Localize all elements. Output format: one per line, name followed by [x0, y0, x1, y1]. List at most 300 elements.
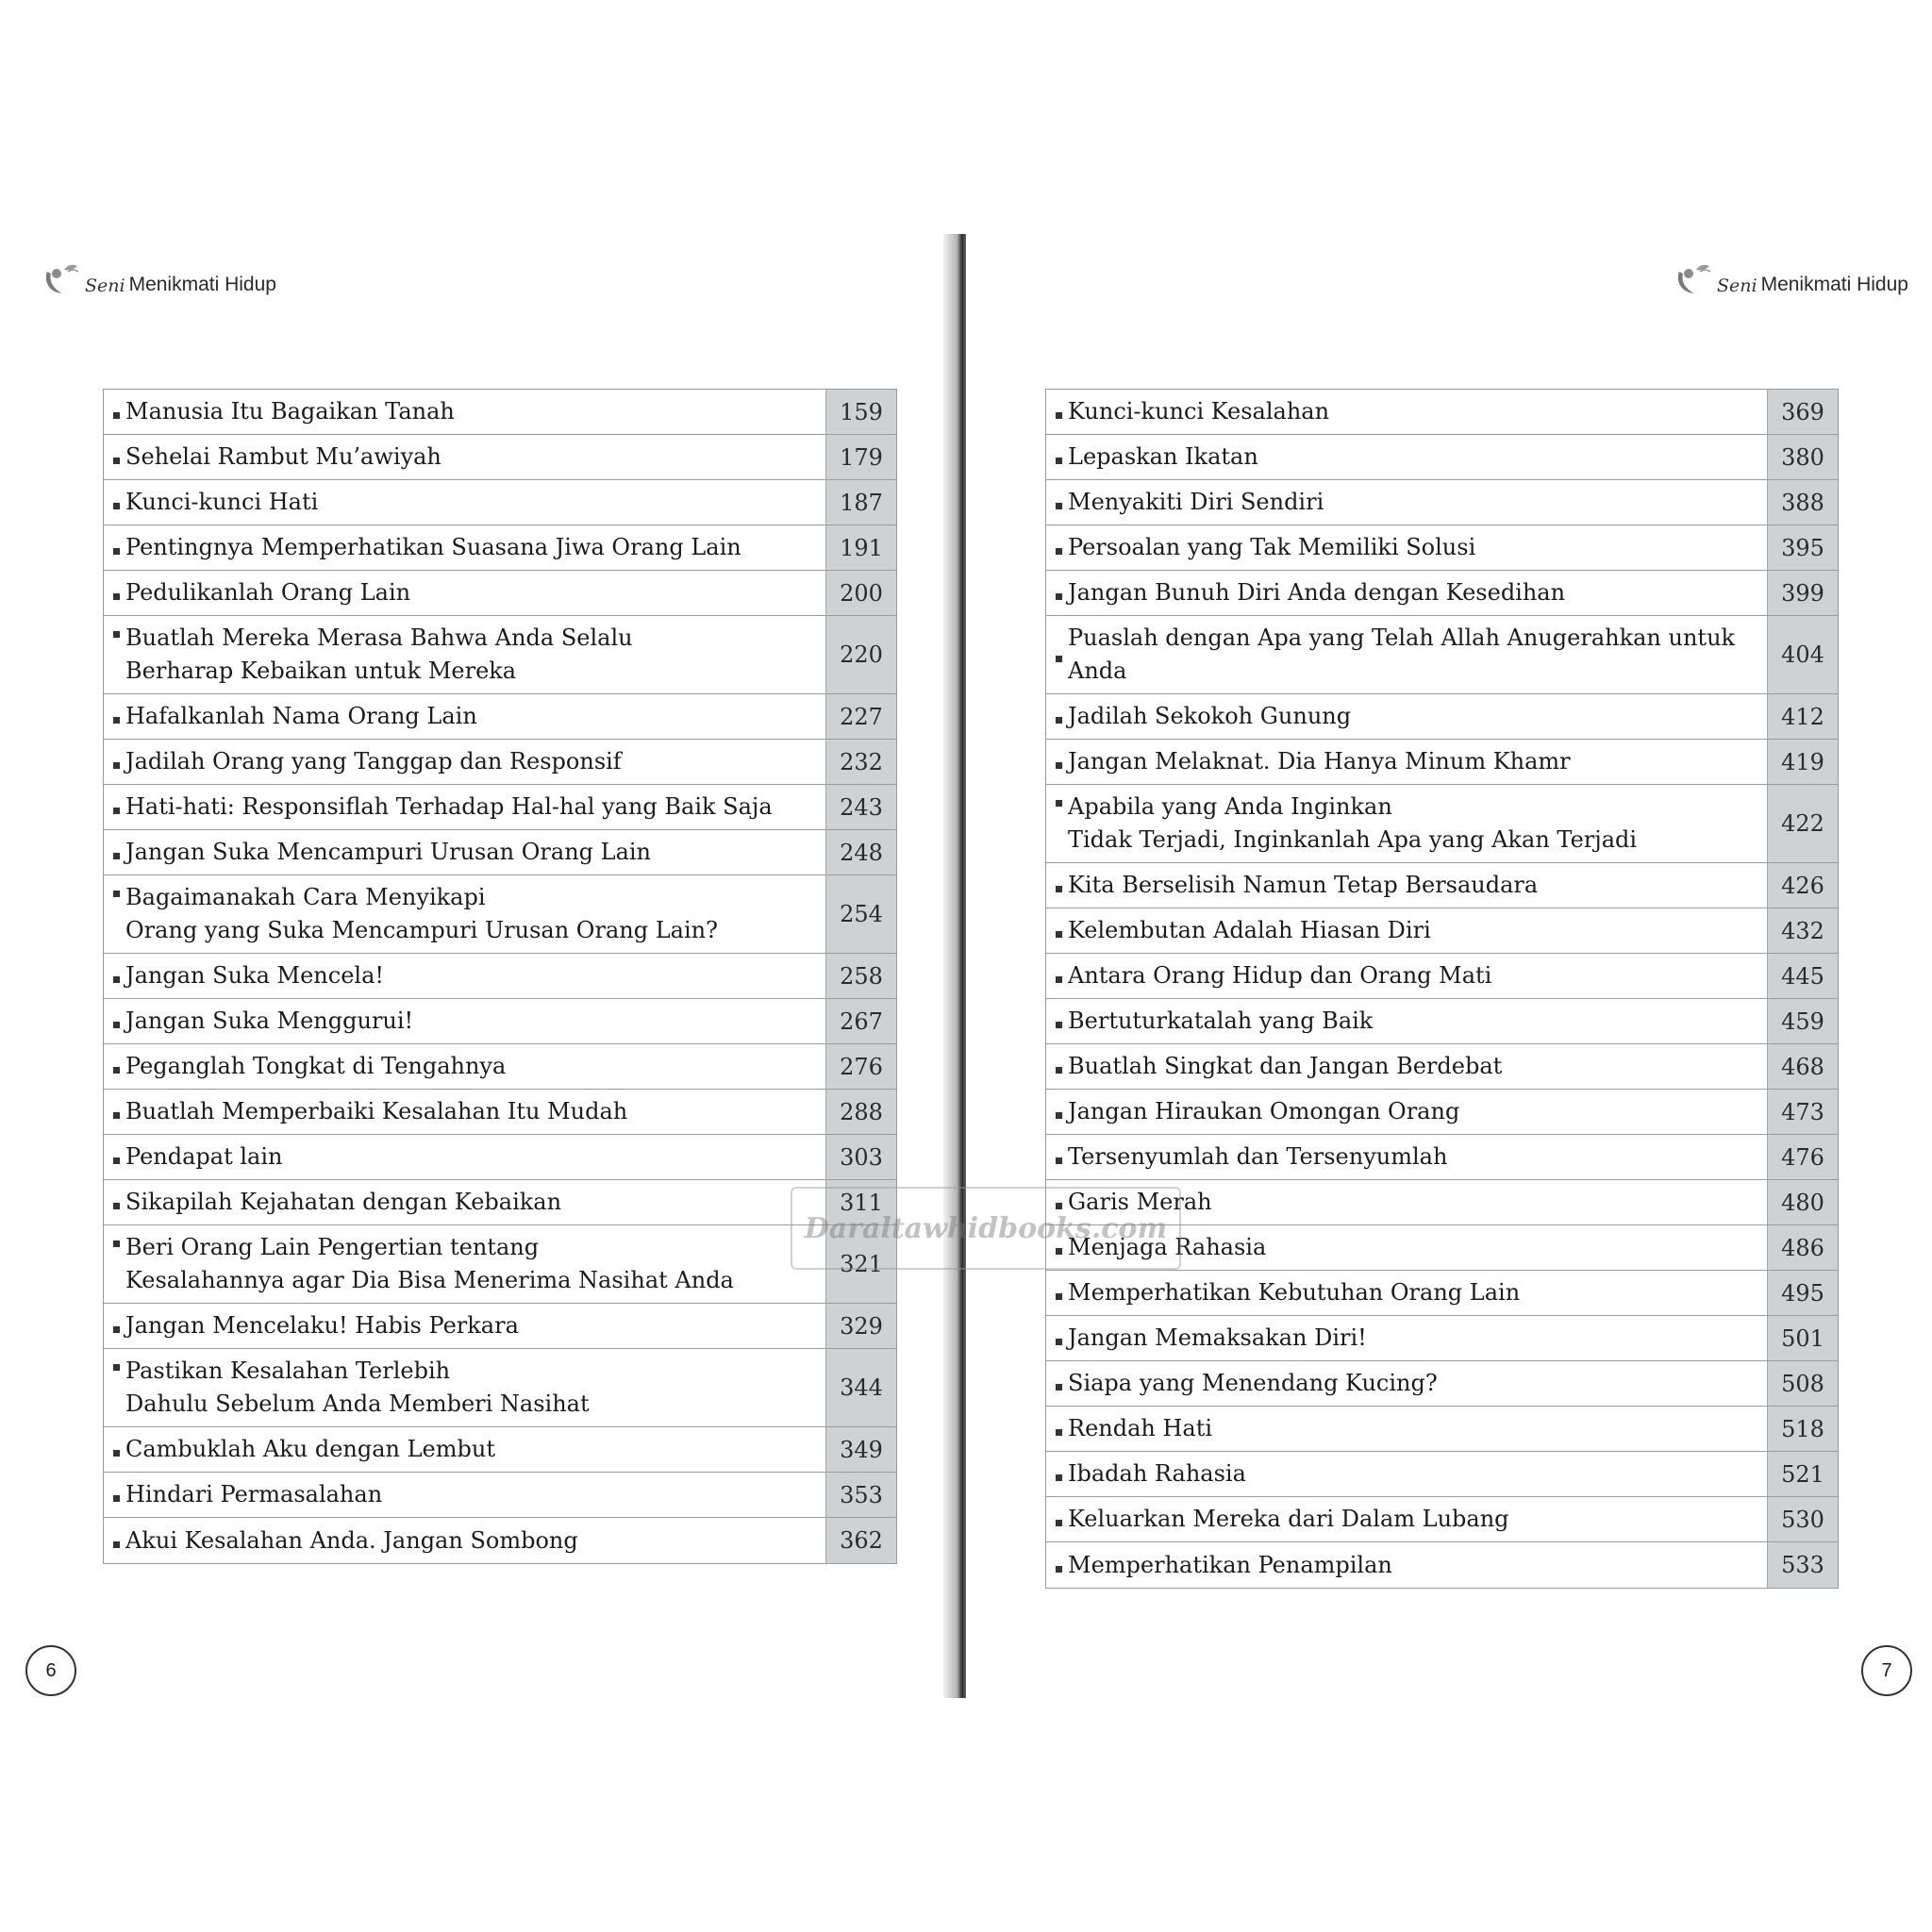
toc-title-text [125, 1050, 506, 1083]
toc-entry-title [1046, 1044, 1767, 1089]
toc-title-text [1068, 791, 1637, 857]
toc-title-line: Kunci-kunci Hati [125, 489, 319, 515]
toc-page-number: 248 [825, 830, 896, 874]
toc-page-number: 445 [1767, 954, 1838, 998]
toc-page-number: 468 [1767, 1044, 1838, 1089]
toc-row [104, 435, 896, 480]
left-page [0, 234, 949, 1698]
toc-title-line: Jadilah Sekokoh Gunung [1068, 703, 1352, 729]
toc-entry-title [104, 571, 825, 615]
toc-page-number: 419 [1767, 740, 1838, 784]
bullet-icon [1056, 593, 1062, 600]
toc-entry-title [104, 525, 825, 570]
toc-title-text [1068, 1549, 1392, 1582]
bullet-icon [1056, 656, 1062, 662]
toc-title-text [125, 1141, 282, 1174]
toc-title-line: Jangan Melaknat. Dia Hanya Minum Khamr [1068, 748, 1571, 774]
toc-table-left [103, 389, 897, 1564]
toc-title-text [125, 441, 441, 474]
toc-title-line: Orang yang Suka Mencampuri Urusan Orang Lain? [125, 917, 718, 943]
toc-title-line: Pedulikanlah Orang Lain [125, 579, 411, 606]
toc-title-line: Persoalan yang Tak Memiliki Solusi [1068, 534, 1476, 560]
bullet-icon [1056, 1067, 1062, 1074]
toc-title-text [125, 1309, 519, 1342]
toc-entry-title [104, 785, 825, 829]
toc-entry-title [104, 1225, 825, 1303]
leaf-logo-icon [42, 262, 79, 296]
bullet-icon [1056, 976, 1062, 983]
toc-row [1046, 954, 1838, 999]
toc-title-line: Memperhatikan Kebutuhan Orang Lain [1068, 1279, 1521, 1306]
toc-title-text [1068, 700, 1351, 733]
toc-row [1046, 694, 1838, 740]
toc-title-text [1068, 1276, 1520, 1309]
toc-title-text [125, 622, 633, 688]
toc-row [104, 694, 896, 740]
toc-entry-title [1046, 1361, 1767, 1406]
toc-title-line: Kita Berselisih Namun Tetap Bersaudara [1068, 872, 1539, 898]
toc-title-line: Bagaimanakah Cara Menyikapi [125, 884, 486, 910]
toc-page-number: 344 [825, 1349, 896, 1426]
toc-row [104, 1427, 896, 1473]
bullet-icon [113, 717, 120, 724]
toc-title-line: Cambuklah Aku dengan Lembut [125, 1436, 495, 1462]
right-page [966, 234, 1932, 1698]
book-spread [0, 234, 1932, 1698]
toc-title-text [1068, 959, 1491, 992]
toc-title-text [125, 791, 773, 824]
bullet-icon [113, 1112, 120, 1119]
bullet-icon [1056, 1566, 1062, 1573]
toc-title-text [1068, 441, 1258, 474]
toc-entry-title [1046, 908, 1767, 953]
bullet-icon [113, 976, 120, 983]
toc-entry-title [1046, 616, 1767, 693]
toc-title-line: Tidak Terjadi, Inginkanlah Apa yang Akan Terjadi [1068, 826, 1638, 853]
toc-title-line: Garis Merah [1068, 1189, 1212, 1215]
bullet-icon [1056, 1339, 1062, 1345]
toc-page-number: 395 [1767, 525, 1838, 570]
toc-row [1046, 435, 1838, 480]
toc-row [1046, 480, 1838, 525]
toc-row [104, 1044, 896, 1090]
toc-page-number: 179 [825, 435, 896, 479]
toc-title-line: Pentingnya Memperhatikan Suasana Jiwa Orang Lain [125, 534, 741, 560]
bullet-icon [113, 1495, 120, 1502]
bullet-icon [1056, 717, 1062, 724]
toc-title-text [1068, 622, 1759, 688]
toc-entry-title [104, 1518, 825, 1563]
bullet-icon [1056, 1203, 1062, 1209]
toc-entry-title [1046, 1452, 1767, 1496]
toc-row [1046, 1271, 1838, 1316]
toc-title-line: Jangan Mencelaku! Habis Perkara [125, 1312, 519, 1339]
toc-entry-title [104, 480, 825, 525]
toc-row [1046, 1316, 1838, 1361]
toc-page-number: 412 [1767, 694, 1838, 739]
toc-title-text [1068, 1186, 1212, 1219]
toc-title-text [125, 881, 718, 947]
bullet-icon [1056, 412, 1062, 419]
toc-row [104, 740, 896, 785]
toc-title-text [125, 700, 477, 733]
toc-row [104, 954, 896, 999]
brand-title: Menikmati Hidup [128, 274, 276, 295]
brand-seni: Seni [1717, 275, 1757, 296]
toc-page-number: 191 [825, 525, 896, 570]
toc-entry-title [1046, 785, 1767, 862]
bullet-icon [113, 808, 120, 814]
toc-title-text [125, 1095, 627, 1128]
toc-entry-title [1046, 1542, 1767, 1588]
toc-title-line: Dahulu Sebelum Anda Memberi Nasihat [125, 1391, 590, 1417]
toc-title-line: Memperhatikan Penampilan [1068, 1551, 1392, 1578]
toc-title-text [1068, 1231, 1266, 1264]
toc-entry-title [104, 616, 825, 693]
toc-title-text [125, 745, 622, 778]
toc-title-text [125, 1524, 578, 1557]
toc-page-number: 518 [1767, 1407, 1838, 1451]
bullet-icon [1056, 1293, 1062, 1300]
toc-entry-title [104, 954, 825, 998]
toc-page-number: 432 [1767, 908, 1838, 953]
toc-page-number: 521 [1767, 1452, 1838, 1496]
toc-page-number: 267 [825, 999, 896, 1043]
toc-entry-title [104, 999, 825, 1043]
toc-entry-title [1046, 1497, 1767, 1541]
toc-entry-title [104, 1304, 825, 1348]
brand-title: Menikmati Hidup [1760, 274, 1908, 295]
toc-title-text [1068, 1141, 1447, 1174]
toc-page-number: 159 [825, 390, 896, 434]
toc-title-line: Jadilah Orang yang Tanggap dan Responsif [125, 748, 622, 774]
toc-page-number: 399 [1767, 571, 1838, 615]
bullet-icon [113, 631, 120, 638]
toc-title-text [1068, 486, 1324, 519]
toc-entry-title [104, 740, 825, 784]
toc-title-text [125, 1433, 495, 1466]
bullet-icon [1056, 886, 1062, 892]
toc-row [1046, 1407, 1838, 1452]
toc-row [1046, 616, 1838, 694]
toc-title-text [1068, 869, 1538, 902]
toc-row [104, 390, 896, 435]
toc-page-number: 276 [825, 1044, 896, 1089]
toc-title-line: Buatlah Singkat dan Jangan Berdebat [1068, 1053, 1503, 1079]
toc-title-line: Pastikan Kesalahan Terlebih [125, 1357, 451, 1384]
toc-title-line: Buatlah Memperbaiki Kesalahan Itu Mudah [125, 1098, 628, 1124]
bullet-icon [113, 1364, 120, 1371]
toc-title-text [1068, 576, 1565, 609]
toc-page-number: 321 [825, 1225, 896, 1303]
toc-row [1046, 785, 1838, 863]
toc-title-text [1068, 395, 1329, 428]
bullet-icon [1056, 1112, 1062, 1119]
toc-title-line: Beri Orang Lain Pengertian tentang [125, 1234, 540, 1260]
toc-page-number: 311 [825, 1180, 896, 1224]
page-number-right: 7 [1861, 1645, 1912, 1696]
bullet-icon [113, 1326, 120, 1333]
toc-title-text [1068, 1050, 1502, 1083]
toc-entry-title [1046, 435, 1767, 479]
toc-page-number: 243 [825, 785, 896, 829]
toc-entry-title [1046, 1090, 1767, 1134]
toc-title-line: Pendapat lain [125, 1143, 283, 1170]
toc-title-line: Keluarkan Mereka dari Dalam Lubang [1068, 1506, 1509, 1532]
toc-title-text [125, 1005, 413, 1038]
toc-page-number: 380 [1767, 435, 1838, 479]
toc-row [1046, 999, 1838, 1044]
toc-row [104, 1135, 896, 1180]
bullet-icon [113, 412, 120, 419]
watermark: Daraltawhidbooks.com [791, 1187, 1181, 1270]
bullet-icon [1056, 1474, 1062, 1481]
toc-entry-title [1046, 525, 1767, 570]
toc-entry-title [1046, 694, 1767, 739]
toc-entry-title [1046, 480, 1767, 525]
toc-entry-title [1046, 1135, 1767, 1179]
toc-title-line: Jangan Hiraukan Omongan Orang [1068, 1098, 1460, 1124]
toc-title-text [1068, 531, 1475, 564]
toc-title-line: Menjaga Rahasia [1068, 1234, 1267, 1260]
toc-title-text [125, 486, 318, 519]
toc-title-line: Akui Kesalahan Anda. Jangan Sombong [125, 1526, 578, 1554]
toc-row [1046, 571, 1838, 616]
toc-title-line: Tersenyumlah dan Tersenyumlah [1068, 1143, 1448, 1170]
toc-title-line: Siapa yang Menendang Kucing? [1068, 1370, 1438, 1396]
toc-entry-title [1046, 1407, 1767, 1451]
toc-row [1046, 1452, 1838, 1497]
toc-title-line: Antara Orang Hidup dan Orang Mati [1068, 962, 1492, 989]
toc-row [104, 1180, 896, 1225]
toc-title-text [125, 576, 410, 609]
toc-entry-title [104, 1180, 825, 1224]
toc-title-line: Manusia Itu Bagaikan Tanah [125, 398, 455, 425]
toc-row [1046, 1542, 1838, 1588]
bullet-icon [1056, 1158, 1062, 1164]
bullet-icon [1056, 931, 1062, 938]
toc-entry-title [104, 1473, 825, 1517]
toc-page-number: 533 [1767, 1542, 1838, 1588]
toc-title-text [125, 1355, 590, 1421]
toc-page-number: 232 [825, 740, 896, 784]
page-number-left: 6 [25, 1645, 76, 1696]
toc-page-number: 187 [825, 480, 896, 525]
bullet-icon [1056, 1429, 1062, 1436]
bullet-icon [113, 1067, 120, 1074]
toc-page-number: 495 [1767, 1271, 1838, 1315]
toc-entry-title [1046, 1316, 1767, 1360]
bullet-icon [113, 593, 120, 600]
toc-row [104, 1225, 896, 1304]
bullet-icon [113, 548, 120, 555]
toc-page-number: 353 [825, 1473, 896, 1517]
toc-row [1046, 1180, 1838, 1225]
toc-page-number: 329 [825, 1304, 896, 1348]
toc-title-text [1068, 1503, 1509, 1536]
bullet-icon [113, 1450, 120, 1457]
toc-title-line: Jangan Bunuh Diri Anda dengan Kesedihan [1068, 579, 1566, 606]
toc-title-text [1068, 914, 1431, 947]
toc-title-line: Menyakiti Diri Sendiri [1068, 489, 1324, 515]
toc-row [104, 999, 896, 1044]
toc-title-line: Jangan Suka Menggurui! [125, 1008, 414, 1034]
toc-page-number: 258 [825, 954, 896, 998]
toc-page-number: 227 [825, 694, 896, 739]
toc-title-line: Apabila yang Anda Inginkan [1068, 793, 1392, 820]
toc-page-number: 254 [825, 875, 896, 953]
toc-entry-title [104, 1427, 825, 1472]
toc-entry-title [1046, 740, 1767, 784]
toc-page-number: 200 [825, 571, 896, 615]
toc-entry-title [1046, 571, 1767, 615]
toc-page-number: 426 [1767, 863, 1838, 908]
toc-entry-title [1046, 1225, 1767, 1270]
toc-entry-title [104, 1349, 825, 1426]
bullet-icon [1056, 1520, 1062, 1526]
toc-page-number: 303 [825, 1135, 896, 1179]
toc-entry-title [1046, 954, 1767, 998]
toc-row [1046, 1497, 1838, 1542]
toc-entry-title [104, 694, 825, 739]
toc-title-text [125, 959, 384, 992]
toc-page-number: 388 [1767, 480, 1838, 525]
toc-page-number: 476 [1767, 1135, 1838, 1179]
running-header [42, 262, 276, 296]
toc-table-right [1045, 389, 1839, 1589]
toc-row [1046, 863, 1838, 908]
toc-title-line: Jangan Suka Mencampuri Urusan Orang Lain [125, 839, 652, 865]
toc-entry-title [1046, 1180, 1767, 1224]
toc-title-text [1068, 745, 1571, 778]
bullet-icon [113, 1203, 120, 1209]
toc-row [104, 1304, 896, 1349]
toc-row [104, 1473, 896, 1518]
bullet-icon [113, 1541, 120, 1548]
toc-row [104, 875, 896, 954]
bullet-icon [1056, 548, 1062, 555]
bullet-icon [113, 503, 120, 509]
leaf-logo-icon [1674, 262, 1711, 296]
toc-title-line: Kelembutan Adalah Hiasan Diri [1068, 917, 1431, 943]
toc-page-number: 404 [1767, 616, 1838, 693]
toc-page-number: 369 [1767, 390, 1838, 434]
bullet-icon [113, 1241, 120, 1247]
toc-entry-title [1046, 1271, 1767, 1315]
toc-page-number: 473 [1767, 1090, 1838, 1134]
toc-title-text [125, 531, 741, 564]
bullet-icon [113, 1022, 120, 1028]
toc-title-text [125, 1186, 561, 1219]
toc-title-line: Jangan Suka Mencela! [125, 962, 385, 989]
toc-title-line: Bertuturkatalah yang Baik [1068, 1008, 1374, 1034]
toc-row [104, 1090, 896, 1135]
toc-title-text [1068, 1322, 1367, 1355]
toc-page-number: 480 [1767, 1180, 1838, 1224]
toc-row [1046, 740, 1838, 785]
toc-page-number: 362 [825, 1518, 896, 1563]
toc-page-number: 530 [1767, 1497, 1838, 1541]
brand-seni: Seni [85, 275, 125, 296]
toc-page-number: 508 [1767, 1361, 1838, 1406]
toc-page-number: 349 [825, 1427, 896, 1472]
toc-row [104, 785, 896, 830]
toc-title-text [125, 395, 455, 428]
toc-row [1046, 1044, 1838, 1090]
toc-title-text [1068, 1005, 1373, 1038]
toc-title-line: Berharap Kebaikan untuk Mereka [125, 658, 517, 684]
toc-title-line: Puaslah dengan Apa yang Telah Allah Anugerahkan untuk Anda [1068, 625, 1736, 684]
bullet-icon [1056, 503, 1062, 509]
bullet-icon [113, 1158, 120, 1164]
bullet-icon [113, 853, 120, 859]
toc-title-line: Sehelai Rambut Mu’awiyah [125, 443, 441, 470]
toc-row [104, 480, 896, 525]
toc-title-line: Rendah Hati [1068, 1415, 1213, 1441]
bullet-icon [1056, 458, 1062, 464]
toc-row [104, 571, 896, 616]
toc-title-text [1068, 1412, 1212, 1445]
running-header-right [1674, 262, 1908, 296]
toc-entry-title [104, 1044, 825, 1089]
toc-entry-title [1046, 863, 1767, 908]
bullet-icon [1056, 762, 1062, 769]
toc-row [1046, 1090, 1838, 1135]
toc-title-text [1068, 1367, 1438, 1400]
toc-entry-title [104, 1090, 825, 1134]
toc-entry-title [1046, 390, 1767, 434]
toc-title-line: Buatlah Mereka Merasa Bahwa Anda Selalu [125, 625, 633, 651]
toc-row [104, 1349, 896, 1427]
toc-page-number: 220 [825, 616, 896, 693]
toc-title-line: Hati-hati: Responsiflah Terhadap Hal-hal yang Baik Saja [125, 793, 773, 820]
toc-row [104, 616, 896, 694]
toc-row [104, 830, 896, 875]
toc-row [1046, 1225, 1838, 1271]
bullet-icon [1056, 1248, 1062, 1255]
toc-title-line: Ibadah Rahasia [1068, 1460, 1246, 1487]
toc-row [1046, 1135, 1838, 1180]
toc-row [104, 1518, 896, 1563]
bullet-icon [113, 891, 120, 897]
toc-entry-title [104, 435, 825, 479]
toc-page-number: 486 [1767, 1225, 1838, 1270]
toc-entry-title [1046, 999, 1767, 1043]
toc-title-line: Hafalkanlah Nama Orang Lain [125, 703, 477, 729]
toc-title-line: Kesalahannya agar Dia Bisa Menerima Nasihat Anda [125, 1267, 734, 1293]
toc-title-text [1068, 1095, 1459, 1128]
toc-title-line: Hindari Permasalahan [125, 1481, 383, 1507]
toc-row [1046, 390, 1838, 435]
toc-title-line: Lepaskan Ikatan [1068, 443, 1258, 470]
toc-entry-title [104, 390, 825, 434]
toc-title-text [1068, 1457, 1246, 1491]
toc-title-line: Peganglah Tongkat di Tengahnya [125, 1053, 507, 1079]
bullet-icon [1056, 1022, 1062, 1028]
toc-page-number: 422 [1767, 785, 1838, 862]
toc-title-line: Jangan Memaksakan Diri! [1068, 1324, 1367, 1351]
toc-row [1046, 525, 1838, 571]
toc-entry-title [104, 830, 825, 874]
toc-title-text [125, 836, 651, 869]
toc-row [1046, 1361, 1838, 1407]
toc-page-number: 501 [1767, 1316, 1838, 1360]
toc-row [104, 525, 896, 571]
bullet-icon [113, 458, 120, 464]
toc-entry-title [104, 1135, 825, 1179]
toc-entry-title [104, 875, 825, 953]
toc-row [1046, 908, 1838, 954]
